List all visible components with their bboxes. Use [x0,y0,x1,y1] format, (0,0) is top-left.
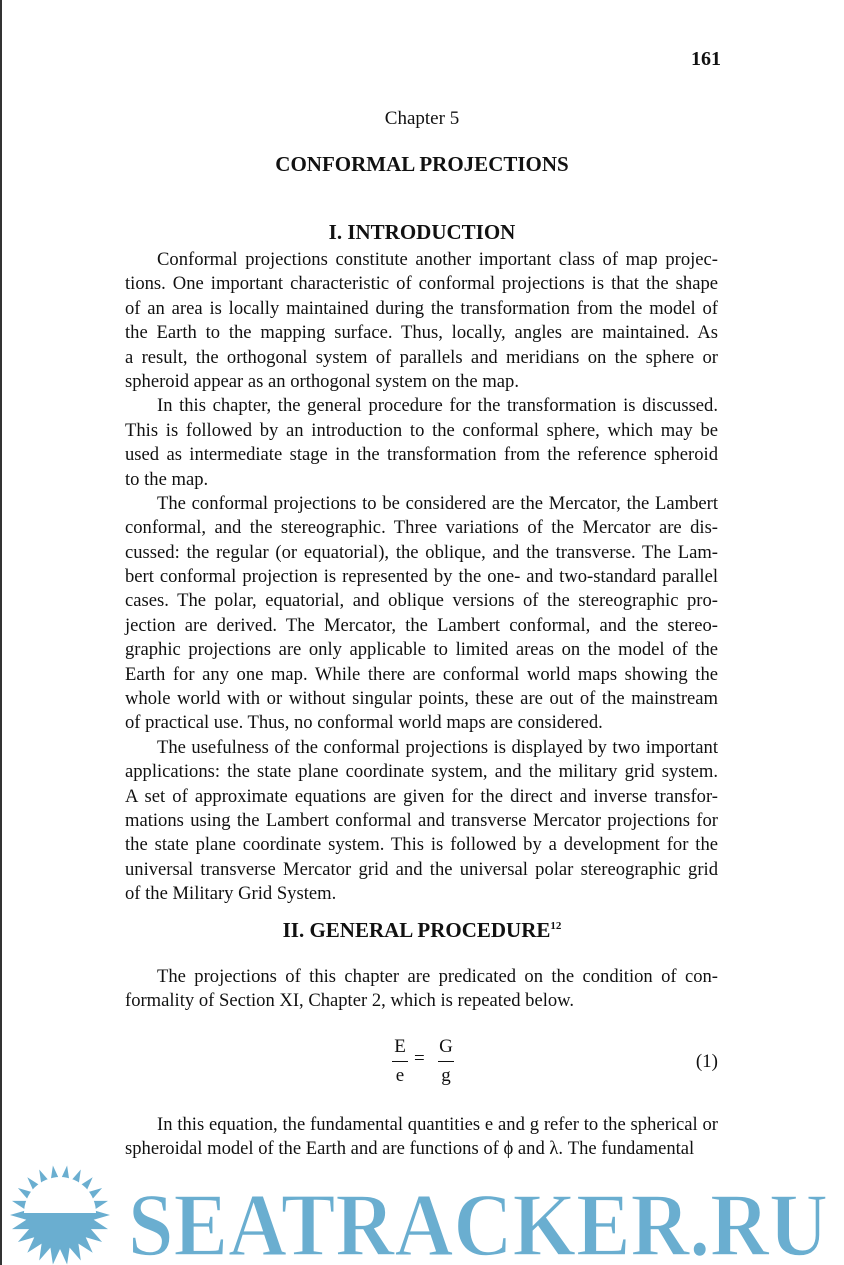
text-line: cases. The polar, equatorial, and oblique versions of the stereographic pro- [125,590,718,612]
equation-number: (1) [695,1051,718,1072]
text-line: a result, the orthogonal system of parallels and meridians on the sphere or [125,346,718,368]
text-line: bert conformal projection is represented by the one- and two-standard parallel [125,566,718,588]
text-line: In this chapter, the general procedure for the transformation is discussed. [157,395,718,417]
text-line: mations using the Lambert conformal and transverse Mercator projections for [125,809,718,831]
text-line: the state plane coordinate system. This is followed by a development for the [125,834,718,856]
denominator: g [441,1065,451,1086]
denominator: e [395,1065,405,1086]
watermark-text: SEATRACKER.RU [128,1176,828,1265]
chapter-label: Chapter 5 [384,108,460,129]
text-line: Earth for any one map. While there are conformal world maps showing the [125,663,718,685]
chapter-title: CONFORMAL PROJECTIONS [275,152,569,176]
watermark [0,1165,844,1265]
text-line: cussed: the regular (or equatorial), the oblique, and the transverse. The Lam- [125,541,718,563]
section-heading-introduction: I. INTRODUCTION [328,220,516,244]
text-line: graphic projections are only applicable to limited areas on the model of the [125,639,718,661]
text-line: A set of approximate equations are given for the direct and inverse transfor- [125,785,718,807]
text-line: of the Military Grid System. [125,883,337,905]
text-line: universal transverse Mercator grid and the universal polar stereographic grid [125,858,718,880]
text-line: conformal, and the stereographic. Three variations of the Mercator are dis- [125,517,718,539]
text-line: to the map. [125,468,209,490]
text-line: In this equation, the fundamental quantities e and g refer to the spherical or [157,1114,718,1135]
text-line: of an area is locally maintained during the transformation from the model of [125,297,718,319]
fraction-left [390,1036,410,1087]
text-line: tions. One important characteristic of conformal projections is that the shape [125,273,718,295]
text-line: This is followed by an introduction to the conformal sphere, which may be [125,419,718,441]
fraction-right [436,1036,456,1087]
text-line: the Earth to the mapping surface. Thus, locally, angles are maintained. As [125,322,718,344]
page-number: 161 [691,48,721,70]
procedure-paragraph-1 [125,965,718,1014]
text-line: spheroid appear as an orthogonal system on the map. [125,370,519,392]
introduction-body [125,248,718,907]
text-line: of practical use. Thus, no conformal world maps are considered. [125,712,603,734]
text-line: jection are derived. The Mercator, the Lambert conformal, and the stereo- [125,614,718,636]
heading-text: II. GENERAL PROCEDURE [282,918,551,942]
text-line: The usefulness of the conformal projections is displayed by two important [157,736,718,758]
text-line: formality of Section XI, Chapter 2, which is repeated below. [125,990,575,1012]
equals-sign: = [414,1048,425,1069]
text-line: used as intermediate stage in the transformation from the reference spheroid [125,444,718,466]
numerator: G [439,1036,453,1057]
text-line: The conformal projections to be considered are the Mercator, the Lambert [157,492,718,514]
text-line: The projections of this chapter are predicated on the condition of con- [157,966,718,987]
equation-1 [0,1036,844,1096]
section-heading-general-procedure [0,918,844,942]
text-line: whole world with or without singular points, these are out of the mainstream [125,688,718,710]
text-line: spheroidal model of the Earth and are functions of ϕ and λ. The fundamental [125,1138,695,1160]
text-line: applications: the state plane coordinate system, and the military grid system. [125,761,718,783]
sun-logo-icon [10,1166,110,1265]
text-line: Conformal projections constitute another important class of map projec- [157,249,718,270]
footnote-ref: 12 [550,920,562,932]
numerator: E [394,1036,406,1057]
procedure-paragraph-2 [125,1113,718,1162]
